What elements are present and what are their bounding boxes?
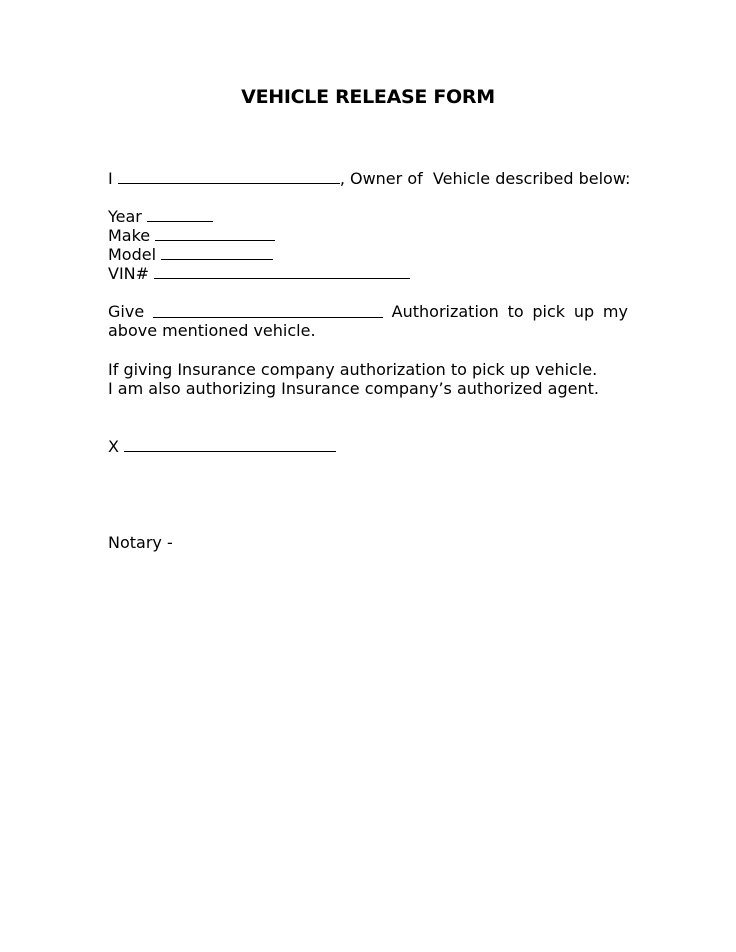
vin-line (108, 263, 410, 283)
insurance-note-line-2: I am also authorizing Insurance company’s authorized agent. (108, 379, 599, 398)
owner-name-blank[interactable] (118, 168, 340, 184)
authorization-word-to: to (507, 302, 524, 321)
vin-label: VIN# (108, 264, 150, 283)
model-blank[interactable] (161, 244, 273, 260)
model-label: Model (108, 245, 157, 264)
owner-suffix: , Owner of Vehicle described below: (339, 169, 631, 188)
give-label: Give (108, 302, 145, 321)
signature-blank[interactable] (124, 436, 336, 452)
year-line (108, 206, 213, 226)
insurance-note-line-1: If giving Insurance company authorization to pick up vehicle. (108, 360, 598, 379)
make-label: Make (108, 226, 151, 245)
year-label: Year (108, 207, 142, 226)
authorization-word: Authorization (391, 302, 499, 321)
model-line (108, 244, 273, 264)
authorization-line-2: above mentioned vehicle. (108, 321, 316, 340)
notary-label: Notary - (108, 533, 173, 552)
authorization-word-my: my (602, 302, 628, 321)
authorized-party-blank[interactable] (153, 302, 383, 318)
make-blank[interactable] (155, 225, 275, 241)
authorization-paragraph (108, 302, 628, 340)
owner-line (108, 168, 630, 188)
authorization-line-1 (108, 302, 628, 321)
owner-prefix: I (108, 169, 113, 188)
vin-blank[interactable] (154, 263, 410, 279)
authorization-word-pick: pick (532, 302, 566, 321)
authorization-word-up: up (573, 302, 595, 321)
form-title: VEHICLE RELEASE FORM (241, 86, 495, 108)
signature-line (108, 436, 336, 456)
make-line (108, 225, 275, 245)
year-blank[interactable] (147, 206, 213, 222)
signature-label: X (108, 437, 119, 456)
